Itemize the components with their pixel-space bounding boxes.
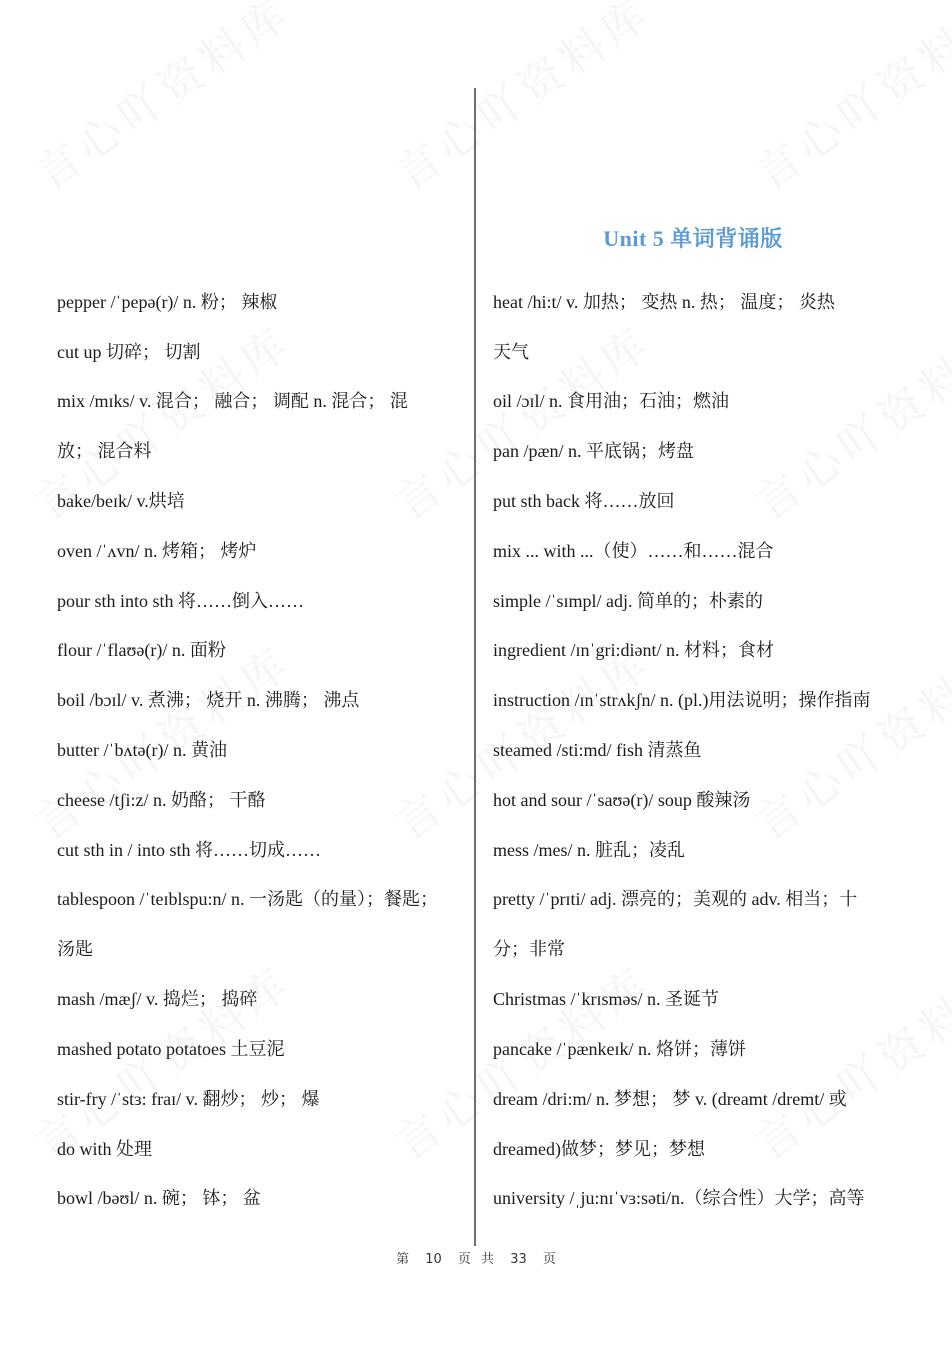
page-footer — [0, 1248, 952, 1267]
vocab-entry-line: bake/beɪk/ v.烘培 — [57, 491, 185, 511]
vocab-entry-line: pancake /ˈpænkeɪk/ n. 烙饼；薄饼 — [493, 1039, 746, 1059]
watermark — [740, 948, 952, 1172]
vocab-entry-line: oil /ɔɪl/ n. 食用油；石油；燃油 — [493, 391, 729, 411]
vocab-entry-line: Christmas /ˈkrɪsməs/ n. 圣诞节 — [493, 989, 719, 1009]
vocab-entry-line: hot and sour /ˈsaʊə(r)/ soup 酸辣汤 — [493, 790, 751, 810]
vocab-entry-line: tablespoon /ˈteɪblspu:n/ n. 一汤匙（的量）；餐匙； — [57, 889, 438, 909]
current-page-number: 10 — [425, 1252, 442, 1267]
vocab-entry-line: pepper /ˈpepə(r)/ n. 粉； 辣椒 — [57, 292, 278, 312]
vocab-entry-line: simple /ˈsɪmpl/ adj. 简单的；朴素的 — [493, 591, 763, 611]
vocab-entry-line: dreamed)做梦；梦见；梦想 — [493, 1139, 705, 1159]
vocab-entry-line: instruction /ɪnˈstrʌkʃn/ n. (pl.)用法说明；操作指南 — [493, 690, 871, 710]
vocab-entry-line: pretty /ˈprɪti/ adj. 漂亮的；美观的 adv. 相当；十 — [493, 889, 858, 909]
watermark — [380, 0, 662, 202]
vocab-entry-line: mix /mɪks/ v. 混合； 融合； 调配 n. 混合； 混 — [57, 391, 408, 411]
vocab-entry-line: 分；非常 — [493, 939, 565, 959]
vocab-entry-line: pour sth into sth 将……倒入…… — [57, 591, 305, 611]
footer-middle: 页 共 — [457, 1252, 495, 1267]
watermark — [20, 0, 302, 202]
vocab-entry-line: mashed potato potatoes 土豆泥 — [57, 1039, 285, 1059]
unit-title: Unit 5 单词背诵版 — [603, 226, 783, 251]
vocab-entry-line: cut sth in / into sth 将……切成…… — [57, 840, 322, 860]
vocab-entry-line: steamed /sti:md/ fish 清蒸鱼 — [493, 740, 702, 760]
vocab-entry-line: ingredient /ɪnˈgri:diənt/ n. 材料；食材 — [493, 640, 774, 660]
total-pages-number: 33 — [510, 1252, 527, 1267]
vocab-entry-line: put sth back 将……放回 — [493, 491, 675, 511]
vocab-entry-line: mash /mæʃ/ v. 捣烂； 捣碎 — [57, 989, 258, 1009]
vocab-entry-line: cut up 切碎； 切割 — [57, 342, 201, 362]
watermark — [740, 0, 952, 202]
vocab-entry-line: stir-fry /ˈstɜ: fraɪ/ v. 翻炒； 炒； 爆 — [57, 1089, 320, 1109]
vocab-entry-line: mix ... with ...（使）……和……混合 — [493, 541, 774, 561]
vocab-entry-line: boil /bɔɪl/ v. 煮沸； 烧开 n. 沸腾； 沸点 — [57, 690, 360, 710]
footer-prefix: 第 — [396, 1252, 410, 1267]
vocab-entry-line: heat /hi:t/ v. 加热； 变热 n. 热； 温度； 炎热 — [493, 292, 835, 312]
watermark — [740, 628, 952, 852]
column-divider — [474, 88, 476, 1246]
vocab-entry-line: 天气 — [493, 342, 529, 362]
vocab-entry-line: butter /ˈbʌtə(r)/ n. 黄油 — [57, 740, 227, 760]
vocab-entry-line: dream /dri:m/ n. 梦想； 梦 v. (dreamt /dremt/ 或 — [493, 1089, 847, 1109]
vocab-entry-line: flour /ˈflaʊə(r)/ n. 面粉 — [57, 640, 226, 660]
vocab-entry-line: mess /mes/ n. 脏乱；凌乱 — [493, 840, 685, 860]
footer-suffix: 页 — [542, 1252, 556, 1267]
vocab-entry-line: 汤匙 — [57, 939, 93, 959]
vocab-entry-line: 放； 混合料 — [57, 441, 152, 461]
vocab-entry-line: cheese /tʃi:z/ n. 奶酪； 干酪 — [57, 790, 266, 810]
vocab-entry-line: do with 处理 — [57, 1139, 153, 1159]
vocab-entry-line: university /ˌju:nɪˈvɜ:səti/n.（综合性）大学；高等 — [493, 1188, 865, 1208]
watermark — [740, 308, 952, 532]
vocab-entry-line: oven /ˈʌvn/ n. 烤箱； 烤炉 — [57, 541, 257, 561]
vocab-entry-line: bowl /bəʊl/ n. 碗； 钵； 盆 — [57, 1188, 261, 1208]
vocab-entry-line: pan /pæn/ n. 平底锅；烤盘 — [493, 441, 694, 461]
